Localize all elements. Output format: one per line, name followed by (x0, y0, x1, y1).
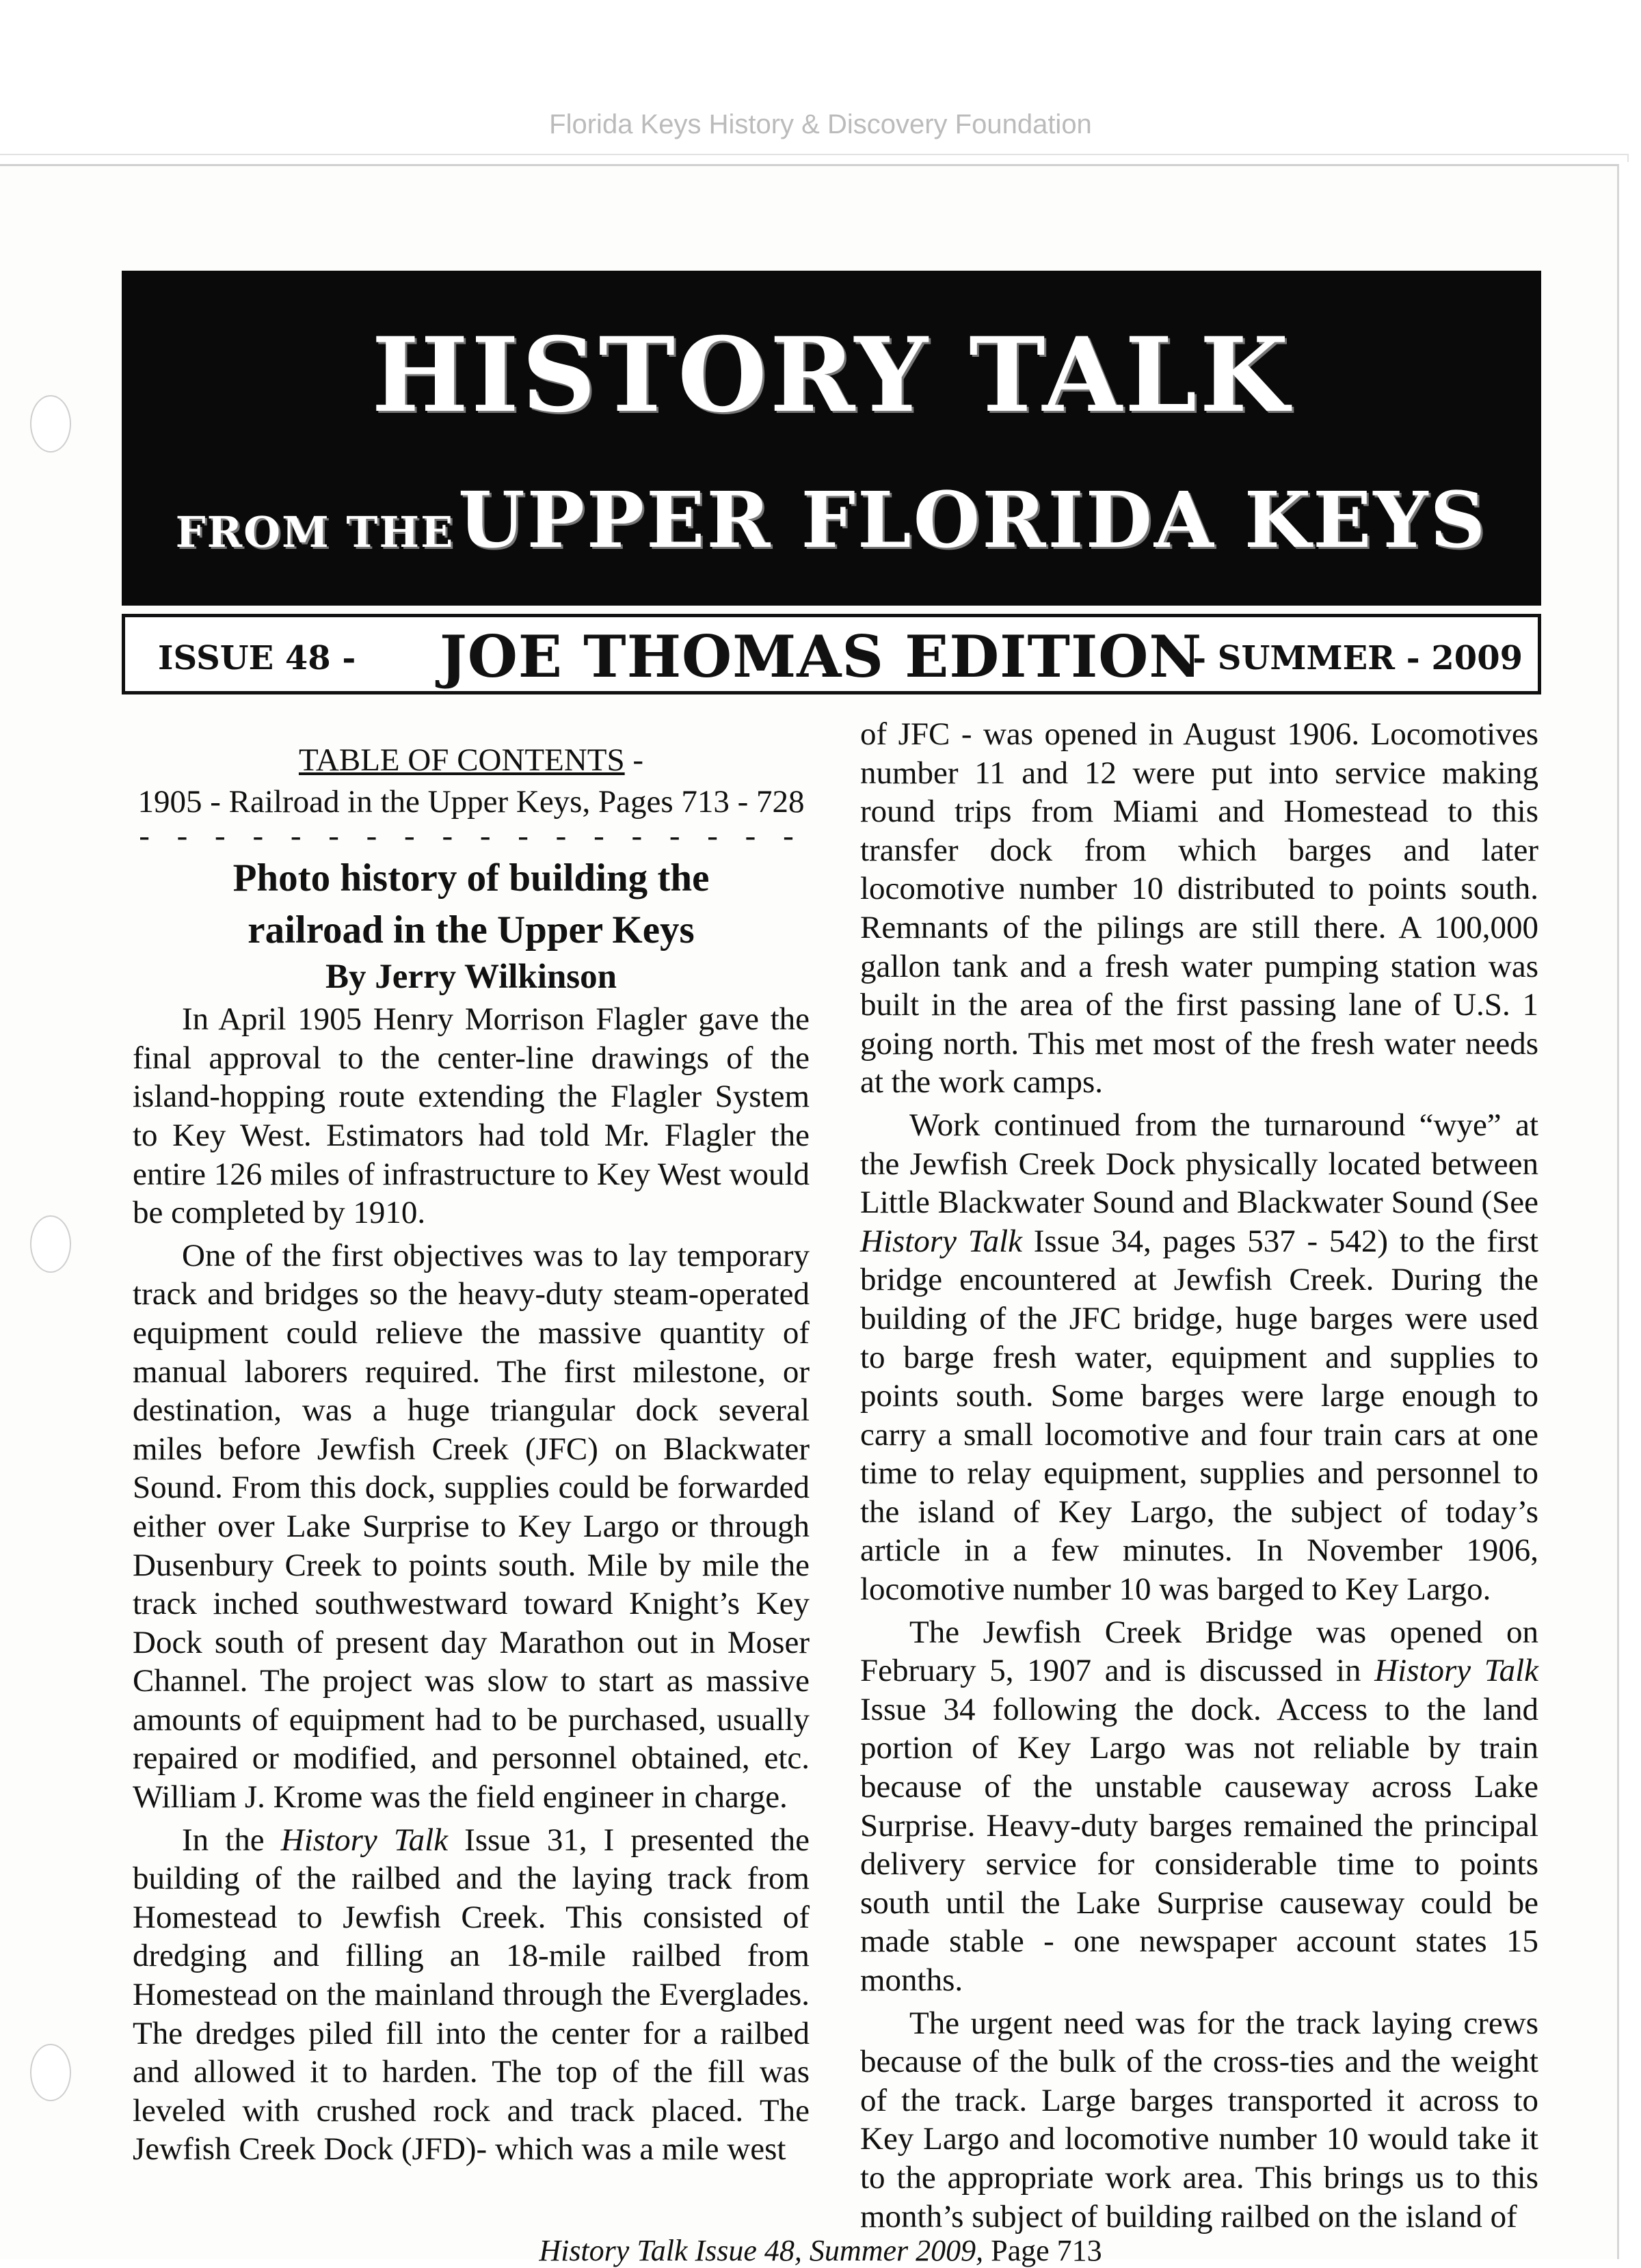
right-column (860, 715, 1538, 2240)
masthead-subtitle-big: UPPER FLORIDA KEYS (457, 476, 1488, 565)
punch-hole (30, 395, 71, 453)
paragraph: The Jewfish Creek Bridge was opened on February 5, 1907 and is discussed in History Talk Issue 34 following the dock. Access to the land portion of Key Largo was not reliable by train because of the unstable causeway across Lake Surprise. Heavy-duty barges remained the principal delivery service for considerable time to points south until the Lake Surprise causeway could be made stable - one newspaper account states 15 months. (860, 1614, 1538, 1998)
issue-banner (122, 614, 1541, 694)
paragraph: Work continued from the turnaround “wye” at the Jewfish Creek Dock physically located between Little Blackwater Sound and Blackwater Sound (See History Talk Issue 34, pages 537 - 542) to the first bridge encountered at Jewfish Creek. During the building of the JFC bridge, huge barges were used to barge fresh water, equipment and supplies to points south. Some barges were large enough to carry a small locomotive and four train cars at one time to relay equipment, supplies and personnel to the island of Key Largo, the subject of today’s article in a few minutes. In November 1906, locomotive number 10 was barged to Key Largo. (860, 1107, 1538, 1608)
toc-entry: 1905 - Railroad in the Upper Keys, Pages 713 - 728 (137, 783, 805, 820)
edition-title: JOE THOMAS EDITION (440, 623, 1203, 690)
toc-divider: - - - - - - - - - - - - - - - - - - (139, 818, 803, 854)
paragraph: In the History Talk Issue 31, I presented the building of the railbed and the laying track from Homestead to Jewfish Creek. This consisted of dredging and filling an 18-mile railbed from Homestead on the mainland through the Everglades. The dredges piled fill into the center for a railbed and allowed it to harden. The top of the fill was leveled with crushed rock and track placed. The Jewfish Creek Dock (JFD)- which was a mile west (133, 1822, 810, 2168)
article-byline: By Jerry Wilkinson (325, 958, 617, 997)
footer-page-number: Page 713 (983, 2234, 1102, 2267)
publication-name: History Talk (280, 1822, 449, 1858)
paragraph: of JFC - was opened in August 1906. Locomotives number 11 and 12 were put into service making round trips from Miami and Homestead to this transfer dock from which barges and later locomotive number 10 distributed to points south. Remnants of the pilings are still there. A 100,000 gallon tank and a fresh water pumping station was built in the area of the first passing lane of U.S. 1 going north. This met most of the fresh water needs at the work camps. (860, 716, 1538, 1101)
left-column (133, 715, 810, 2173)
page-footer (0, 2234, 1641, 2268)
footer-publication: History Talk Issue 48, Summer 2009, (539, 2234, 984, 2267)
masthead (122, 271, 1541, 606)
publication-name: History Talk (1374, 1653, 1538, 1689)
issue-number: ISSUE 48 - (158, 639, 356, 677)
masthead-title: HISTORY TALK (371, 315, 1292, 435)
publication-name: History Talk (860, 1223, 1022, 1259)
watermark: Florida Keys History & Discovery Foundation (549, 109, 1092, 139)
toc-heading: TABLE OF CONTENTS - (298, 742, 644, 778)
article-title: Photo history of building the railroad in the Upper Keys (232, 856, 710, 952)
masthead-subtitle (122, 476, 1541, 565)
paragraph: The urgent need was for the track laying crews because of the bulk of the cross-ties and the weight of the track. Large barges transported it across to Key Largo and locomotive number 10 would take it to the appropriate work area. This brings us to this month’s subject of building railbed on the island of (860, 2005, 1538, 2235)
page-edge (0, 154, 1629, 162)
masthead-subtitle-small: FROM THE (175, 507, 455, 557)
paragraph: One of the first objectives was to lay temporary track and bridges so the heavy-duty steam-operated equipment could relieve the massive quantity of manual laborers required. The first milestone, or destination, was a huge triangular dock several miles before Jewfish Creek (JFC) on Blackwater Sound. From this dock, supplies could be forwarded either over Lake Surprise to Key Largo or through Dusenbury Creek to points south. Mile by mile the track inched southwestward toward Knight’s Key Dock south of present day Marathon out in Moser Channel. The project was slow to start as massive amounts of equipment had to be purchased, usually repaired or modified, and personnel obtained, etc. William J. Krome was the field engineer in charge. (133, 1237, 810, 1815)
punch-hole (30, 2044, 71, 2101)
season-year: - SUMMER - 2009 (1192, 639, 1523, 677)
paragraph: In April 1905 Henry Morrison Flagler gave the final approval to the center-line drawings of the island-hopping route extending the Flagler System to Key West. Estimators had told Mr. Flagler the entire 126 miles of infrastructure to Key West would be completed by 1910. (133, 1001, 810, 1231)
punch-hole (30, 1215, 71, 1273)
toc-title: TABLE OF CONTENTS (298, 742, 625, 778)
